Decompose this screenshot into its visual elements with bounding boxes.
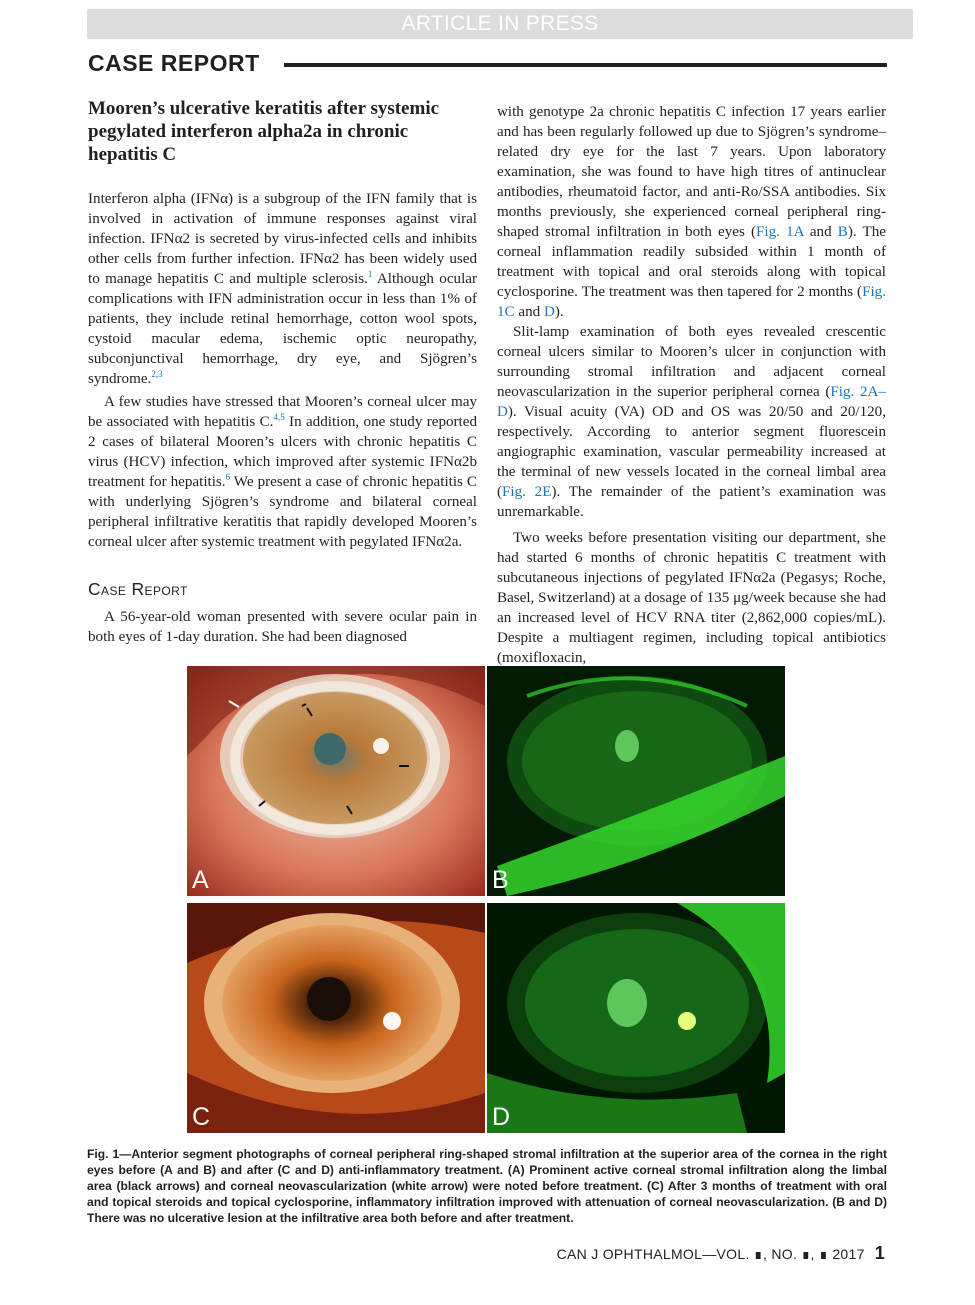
figure-link[interactable]: Fig. 1A: [756, 224, 804, 240]
figure-caption: Fig. 1—Anterior segment photographs of corneal peripheral ring-shaped stromal infiltration at the superior area of the cornea in the right eyes before (A and B) and after (C and D) anti-inflammatory treatment. (A) Prominent active corneal stromal infiltration along the limbal area (black arrows) and corneal neovascularization (white arrow) were noted before treatment. (C) After 3 months of treatment with oral and topical steroids and topical cyclosporine, inflammatory infiltration improved with attenuation of corneal neovascularization. (B and D) There was no ulcerative lesion at the infiltrative area both before and after treatment.: [87, 1147, 887, 1225]
page-footer: [557, 1243, 885, 1264]
figure-link[interactable]: Fig. 2A–D: [497, 384, 886, 420]
case-paragraph-1-cont: with genotype 2a chronic hepatitis C infection 17 years earlier and has been regularly followed up due to Sjögren’s syndrome–related dry eye for the last 7 years. Upon laboratory examination, she was found to have high titres of antinuclear antibodies, rheumatoid factor, and anti-Ro/SSA antibodies. Six months previously, she experienced corneal peripheral ring-shaped stromal infiltration in both eyes (Fig. 1A and B). The corneal inflammation readily subsided within 1 month of treatment with topical and oral steroids along with topical cyclosporine. The treatment was then tapered for 2 months (Fig. 1C and D).: [497, 104, 886, 320]
article-in-press-banner: ARTICLE IN PRESS: [87, 9, 913, 39]
page-number: 1: [874, 1243, 885, 1263]
intro-paragraph-2: A few studies have stressed that Mooren’s corneal ulcer may be associated with hepatitis C.$^{4,5}$ In addition, one study reported 2 cases of bilateral Mooren’s ulcers with chronic hepatitis C virus (HCV) infection, which improved after systemic IFNα2b treatment for hepatitis.$^6$ We present a case of chronic hepatitis C with underlying Sjögren’s syndrome and bilateral corneal peripheral infiltrative keratitis that rapidly developed Mooren’s corneal ulcer after systemic treatment with pegylated IFNα2a.: [88, 394, 478, 550]
citation-link[interactable]: 4,5: [273, 411, 285, 422]
panel-c-photo: [187, 903, 485, 1133]
panel-a-photo: [187, 666, 485, 896]
panel-label: B: [492, 866, 509, 894]
panel-label: D: [492, 1103, 511, 1131]
journal-info: CAN J OPHTHALMOL—VOL. ∎, NO. ∎, ∎ 2017: [556, 1246, 865, 1262]
article-title: Mooren’s ulcerative keratitis after systemic pegylated interferon alpha2a in chronic hepatitis C: [88, 98, 440, 165]
case-report-heading: Case Report: [88, 579, 188, 599]
intro-paragraph-1: Interferon alpha (IFNα) is a subgroup of the IFN family that is involved in activation of immune responses against viral infection. IFNα2 is secreted by virus-infected cells and inhibits other cells from further infection. IFNα2 has been widely used to manage hepatitis C and multiple sclerosis.$^1$ Although ocular complications with IFN administration occur in less than 1% of patients, they include retinal hemorrhage, cotton wool spots, cystoid macular edema, ischemic optic neuropathy, subconjunctival hemorrhage, dry eye, and Sjögren’s syndrome.$^{2,3}$: [88, 191, 477, 387]
right-column: [497, 102, 886, 668]
panel-d-photo: [487, 903, 785, 1133]
figure-link[interactable]: D: [543, 304, 555, 320]
case-paragraph-3: Two weeks before presentation visiting our department, she had started 6 months of chronic hepatitis C treatment with subcutaneous injections of pegylated IFNα2a (Pegasys; Roche, Basel, Switzerland) at a dosage of 135 μg/week because she had an increased level of HCV RNA titer (2,862,000 copies/mL). Despite a multiagent regimen, including topical antibiotics (moxifloxacin,: [497, 530, 886, 666]
panel-label: C: [192, 1103, 211, 1131]
figure-1: [187, 666, 787, 1134]
citation-link[interactable]: 6: [225, 471, 231, 482]
citation-link[interactable]: 2,3: [151, 368, 163, 379]
left-column: [88, 97, 477, 647]
figure-link[interactable]: B: [837, 224, 848, 240]
section-rule: [284, 63, 887, 67]
figure-link[interactable]: Fig. 2E: [502, 484, 552, 500]
section-label: CASE REPORT: [88, 50, 260, 76]
case-paragraph-2: Slit-lamp examination of both eyes revealed crescentic corneal ulcers similar to Mooren’s ulcer in conjunction with surrounding stromal infiltration and adjacent corneal neovascularization in the superior peripheral cornea (Fig. 2A–D). Visual acuity (VA) OD and OS was 20/50 and 20/120, respectively. According to anterior segment fluorescein angiographic examination, vascular permeability increased at the terminal of new vessels located in the corneal limbal area (Fig. 2E). The remainder of the patient’s examination was unremarkable.: [497, 324, 886, 520]
panel-label: A: [192, 866, 209, 894]
panel-b-photo: [487, 666, 785, 896]
citation-link[interactable]: 1: [367, 268, 373, 279]
case-paragraph-1-start: A 56-year-old woman presented with severe ocular pain in both eyes of 1-day duration. She had been diagnosed: [88, 609, 477, 645]
figure-link[interactable]: Fig. 1C: [497, 284, 886, 320]
